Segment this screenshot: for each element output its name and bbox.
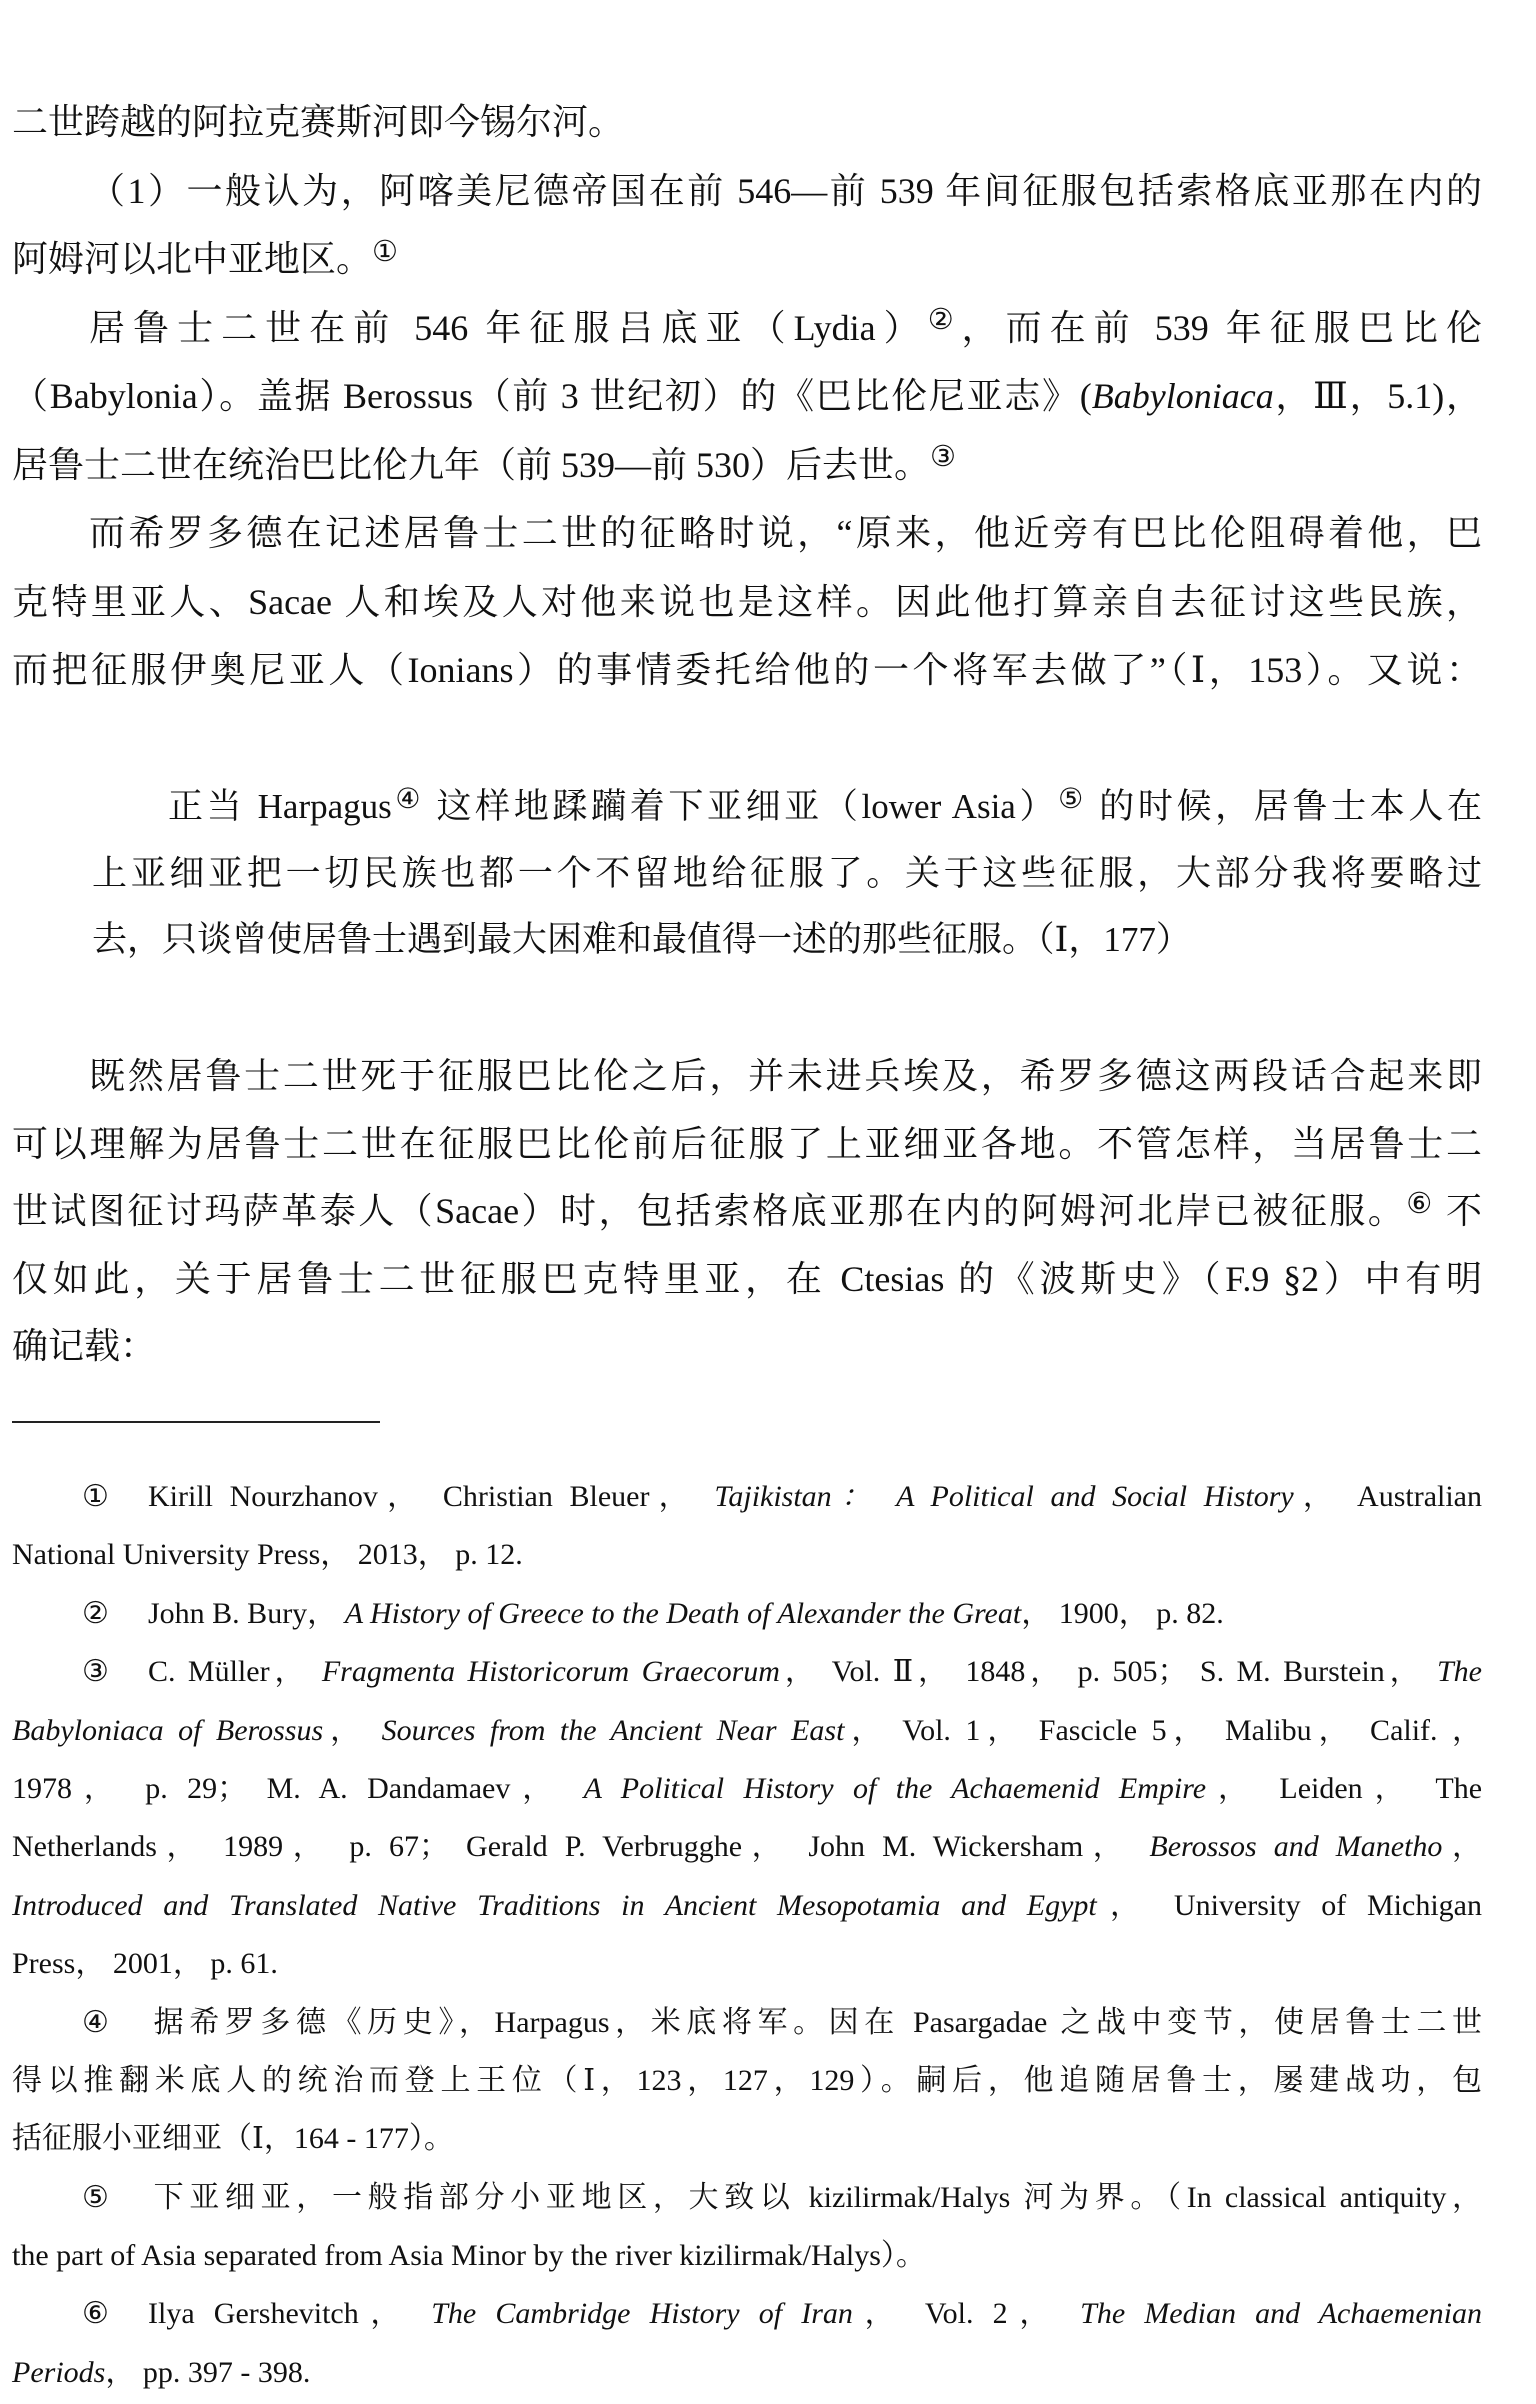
footnote-line xyxy=(12,1935,1482,1993)
text-segment: 上亚细亚把一切民族也都一个不留地给征服了。关于这些征服，大部分我将要略过 xyxy=(92,853,1482,893)
text-segment: 二世跨越的阿拉克赛斯河即今锡尔河。 xyxy=(12,102,625,142)
text-segment: 下亚细亚，一般指部分小亚地区，大致以 kizilirmak/Halys 河为界。（In classical antiquity， xyxy=(148,2180,1482,2214)
text-segment: C. Müller， xyxy=(148,1655,322,1689)
text-line xyxy=(12,431,1482,500)
footnote-marker: ① xyxy=(82,1480,109,1513)
text-segment: the part of Asia separated from Asia Minor by the river kizilirmak/Halys）。 xyxy=(12,2239,926,2273)
footnote-5 xyxy=(12,2169,1482,2227)
text-line xyxy=(12,568,1482,637)
text-segment: Netherlands， 1989， p. 67； Gerald P. Verbrugghe， John M. Wickersham， xyxy=(12,1830,1150,1864)
footnote-ref-2: ② xyxy=(927,304,962,337)
main-text-top xyxy=(12,88,1482,705)
text-segment: 括征服小亚细亚（Ⅰ，164 - 177）。 xyxy=(12,2122,454,2156)
text-line xyxy=(12,1043,1482,1111)
text-segment: 1978， p. 29； M. A. Dandamaev， xyxy=(12,1771,584,1805)
text-line xyxy=(12,157,1482,226)
italic-title: A Political History of the Achaemenid Empire xyxy=(583,1771,1207,1805)
italic-title: Berossos and Manetho xyxy=(1149,1830,1443,1864)
text-segment: 去，只谈曾使居鲁士遇到最大困难和最值得一述的那些征服。（Ⅰ，177） xyxy=(92,920,1191,959)
text-segment: Press， 2001， p. 61. xyxy=(12,1947,278,1981)
footnote-6 xyxy=(12,2285,1482,2343)
italic-title: The Cambridge History of Iran xyxy=(431,2297,853,2331)
footnote-line xyxy=(12,2052,1482,2110)
text-segment: 居鲁士二世在统治巴比伦九年（前 539—前 530）后去世。 xyxy=(12,444,931,485)
text-segment: ， Leiden， The xyxy=(1206,1771,1483,1805)
italic-title: Introduced and Translated Native Traditions in Ancient Mesopotamia and Egypt xyxy=(12,1888,1097,1922)
footnote-2 xyxy=(12,1585,1482,1643)
quote-line xyxy=(92,841,1482,908)
italic-title: Periods xyxy=(12,2355,106,2389)
footnote-line xyxy=(12,1526,1482,1584)
footnote-ref-1: ① xyxy=(372,235,398,268)
footnote-line xyxy=(12,2344,1482,2402)
footnote-ref-6: ⑥ xyxy=(1406,1187,1435,1220)
text-segment: 据希罗多德《历史》，Harpagus，米底将军。因在 Pasargadae 之战中变节，使居鲁士二世 xyxy=(148,2005,1482,2039)
text-line xyxy=(12,499,1482,568)
text-line xyxy=(12,294,1482,363)
italic-title: Babyloniaca xyxy=(1091,376,1274,416)
text-segment: 正当 Harpagus xyxy=(168,787,392,826)
footnote-3 xyxy=(12,1643,1482,1701)
text-segment: 确记载： xyxy=(12,1326,157,1366)
footnote-marker: ② xyxy=(82,1596,109,1630)
text-segment: 既然居鲁士二世死于征服巴比伦之后，并未进兵埃及，希罗多德这两段话合起来即 xyxy=(89,1056,1482,1096)
footnote-line xyxy=(12,2227,1482,2285)
main-text-bottom xyxy=(12,1043,1482,1381)
text-segment: 克特里亚人、Sacae 人和埃及人对他来说也是这样。因此他打算亲自去征讨这些民族， xyxy=(12,581,1482,622)
text-segment: ，Ⅲ，5.1)， xyxy=(1273,376,1482,416)
text-line xyxy=(12,225,1482,294)
text-segment: ， Australian xyxy=(1293,1480,1482,1513)
italic-title: A History of Greece to the Death of Alexander the Great xyxy=(344,1596,1022,1630)
footnote-ref-4: ④ xyxy=(391,784,425,816)
footnote-line xyxy=(12,1760,1482,1818)
footnote-ref-5: ⑤ xyxy=(1058,784,1087,816)
text-line xyxy=(12,1246,1482,1314)
block-quote xyxy=(92,774,1482,974)
text-segment: ， University of Michigan xyxy=(1096,1888,1482,1922)
italic-title: Sources from the Ancient Near East xyxy=(381,1713,845,1747)
footnote-marker: ⑤ xyxy=(82,2180,109,2214)
text-line xyxy=(12,362,1482,431)
quote-line xyxy=(92,907,1482,974)
text-segment: Kirill Nourzhanov， Christian Bleuer， xyxy=(148,1480,715,1513)
text-line xyxy=(12,636,1482,705)
text-segment: ，而在前 539 年征服巴比伦 xyxy=(961,307,1482,348)
text-segment: 世试图征讨玛萨革泰人（Sacae）时，包括索格底亚那在内的阿姆河北岸已被征服。 xyxy=(12,1191,1407,1231)
footnote-marker: ⑥ xyxy=(82,2297,109,2331)
italic-title: Fragmenta Historicorum Graecorum xyxy=(321,1655,780,1689)
text-segment: 的时候，居鲁士本人在 xyxy=(1086,787,1482,826)
text-segment: 居鲁士二世在前 546 年征服吕底亚（Lydia） xyxy=(89,307,928,348)
footnote-marker: ③ xyxy=(82,1655,109,1689)
footnote-4 xyxy=(12,1994,1482,2052)
text-segment: ， xyxy=(1442,1830,1483,1864)
text-segment: 这样地蹂躏着下亚细亚（lower Asia） xyxy=(424,787,1059,826)
text-segment: 仅如此，关于居鲁士二世征服巴克特里亚，在 Ctesias 的《波斯史》（F.9 §2）中有明 xyxy=(12,1258,1482,1299)
text-segment: 不 xyxy=(1434,1191,1482,1231)
text-segment: ， Vol. Ⅱ， 1848， p. 505； S. M. Burstein， xyxy=(779,1655,1437,1689)
italic-title: Tajikistan： A Political and Social History xyxy=(714,1480,1294,1513)
text-line xyxy=(12,1111,1482,1179)
italic-title: Babyloniaca of Berossus xyxy=(12,1713,324,1747)
quote-line xyxy=(92,774,1482,841)
text-segment: ， 1900， p. 82. xyxy=(1021,1596,1224,1630)
italic-title: The xyxy=(1436,1655,1482,1689)
text-line xyxy=(12,1313,1482,1381)
footnote-line xyxy=(12,1702,1482,1760)
footnotes xyxy=(12,1468,1482,2402)
text-segment: （Babylonia）。盖据 Berossus（前 3 世纪初）的《巴比伦尼亚志》( xyxy=(12,376,1092,416)
text-segment: （1）一般认为，阿喀美尼德帝国在前 546—前 539 年间征服包括索格底亚那在内的 xyxy=(89,170,1482,211)
text-segment: ， Vol. 1， Fascicle 5， Malibu， Calif. ， xyxy=(844,1713,1483,1747)
text-segment: ， Vol. 2， xyxy=(852,2297,1081,2331)
text-segment: John B. Bury， xyxy=(148,1596,345,1630)
text-segment: 而把征服伊奥尼亚人（Ionians）的事情委托给他的一个将军去做了”（Ⅰ，153）。又说： xyxy=(12,650,1482,690)
text-segment: ， xyxy=(323,1713,382,1747)
footnote-line xyxy=(12,2110,1482,2168)
text-line xyxy=(12,1178,1482,1246)
footnote-separator xyxy=(12,1421,380,1423)
italic-title: The Median and Achaemenian xyxy=(1080,2297,1483,2331)
text-segment: Ilya Gershevitch， xyxy=(148,2297,432,2331)
text-segment: 可以理解为居鲁士二世在征服巴比伦前后征服了上亚细亚各地。不管怎样，当居鲁士二 xyxy=(12,1123,1482,1164)
text-segment: 得以推翻米底人的统治而登上王位（Ⅰ，123，127，129）。嗣后，他追随居鲁士，屡建战功，包 xyxy=(12,2063,1482,2097)
footnote-1 xyxy=(12,1468,1482,1526)
footnote-ref-3: ③ xyxy=(930,441,956,474)
text-segment: National University Press， 2013， p. 12. xyxy=(12,1538,523,1572)
text-segment: ， pp. 397 - 398. xyxy=(105,2355,311,2389)
footnote-marker: ④ xyxy=(82,2005,109,2039)
footnote-line xyxy=(12,1818,1482,1876)
text-line xyxy=(12,88,1482,157)
text-segment: 阿姆河以北中亚地区。 xyxy=(12,239,373,279)
footnote-line xyxy=(12,1877,1482,1935)
text-segment: 而希罗多德在记述居鲁士二世的征略时说，“原来，他近旁有巴比伦阻碍着他，巴 xyxy=(89,513,1482,553)
